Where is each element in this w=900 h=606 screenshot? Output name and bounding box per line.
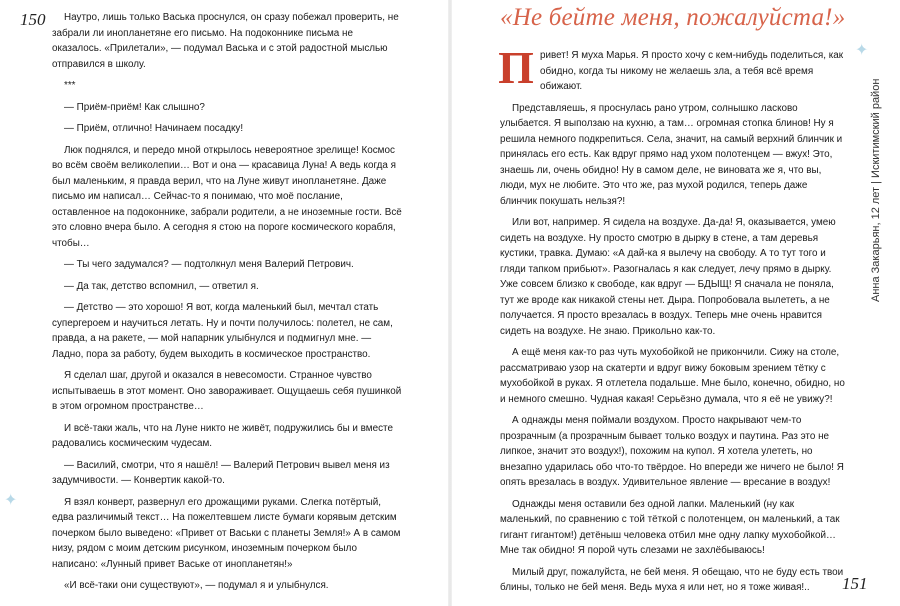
page-number-left: 150	[20, 10, 46, 29]
paragraph: — Ты чего задумался? — подтолкнул меня Валерий Петрович.	[64, 259, 354, 270]
left-text-column	[52, 10, 404, 600]
sparkle-decoration-icon: ✦	[4, 492, 18, 509]
paragraph: — Приём, отлично! Начинаем посадку!	[64, 123, 244, 134]
right-page	[450, 0, 900, 606]
paragraph: Я сделал шаг, другой и оказался в невесомости. Странное чувство испытываешь в этот момент. Оно завораживает. Ощущаешь себя пушинкой в этом огромном пространстве…	[52, 370, 402, 412]
paragraph: И всё-таки жаль, что на Луне никто не живёт, подружились бы и вместе радовались космическим чудесам.	[52, 422, 393, 449]
paragraph: — Детство — это хорошо! Я вот, когда маленький был, мечтал стать супергероем и научиться летать. Ну и почти получилось: полетел, не сам, правда, а на ракете, — мой напарник улыбнулся и подмигнул мне. — Ладно, пора за работу, будем выходить в космическое пространство.	[52, 302, 393, 360]
paragraph: — Василий, смотри, что я нашёл! — Валерий Петрович вывел меня из задумчивости. — Конвертик какой-то.	[52, 459, 390, 486]
story-title: «Не бейте меня, пожалуйста!»	[500, 4, 846, 31]
paragraph: А ещё меня как-то раз чуть мухобойкой не прикончили. Сижу на столе, рассматриваю узор на скатерти и вдруг вижу боковым зрением тётку с мухобойкой в руках. Я отлетела подальше. Мне было, конечно, обидно, но и немного смешно. Чудная какая! Серьёзно думала, что я её не увижу?!	[500, 347, 845, 405]
paragraph: Люк поднялся, и передо мной открылось невероятное зрелище! Космос во всём своём великолепии… Вот и она — красавица Луна! А ведь когда я был маленьким, я правда верил, что на Луне живут инопланетяне. Даже письмо им написал… Сейчас-то я понимаю, что моё послание, оставленное на подоконнике, забрали родители, а не иноземные гости. Всё это словно вчера было. А сегодня я стою на пороге космического корабля, чтобы…	[52, 144, 402, 249]
paragraph: — Да так, детство вспомнил, — ответил я.	[64, 280, 259, 292]
sparkle-decoration-icon: ✦	[855, 42, 869, 59]
paragraph: Однажды меня оставили без одной лапки. Маленький (ну как маленький, по сравнению с той тёткой с полотенцем, он маленький, а так гигант гигантом!) детёныш человека отбил мне одну лапку мухобойкой… Мне так обидно! Я порой чуть слезами не захлёбываюсь!	[500, 498, 840, 556]
paragraph: А однажды меня поймали воздухом. Просто накрывают чем-то прозрачным (а прозрачным бывает только воздух и паутина. Раз это не липкое, значит это воздух!), похожим на купол. Я хотела улететь, но внезапно ударилась обо что-то твёрдое. Но впереди же ничего не было! Я опять врезалась в воздух. Удивительное явление — вресание в воздух!	[500, 415, 844, 488]
right-text-column	[498, 42, 847, 602]
paragraph: Наутро, лишь только Васька проснулся, он сразу побежал проверить, не забрали ли инопланетяне его письмо. На подоконнике письма не оказалось. «Прилетали», — подумал Васька и с этой радостной мыслью отправился в школу.	[52, 12, 399, 70]
section-break: ***	[64, 80, 76, 91]
first-paragraph-text: ривет! Я муха Марья. Я просто хочу с кем-нибудь поделиться, как обидно, когда ты никому не желаешь зла, а тебя всё время обижают.	[540, 50, 844, 92]
paragraph: Я взял конверт, развернул его дрожащими руками. Слегка потёртый, едва различимый текст… На пожелтевшем листе бумаги корявым детским почерком было выведено: «Привет от Васьки с планеты Земля!» А в самом низу, рядом с моим детским рисунком, иноземным почерком было написано: «Лунный привет Ваське от инопланетян!»	[52, 496, 401, 570]
drop-cap: П	[498, 42, 534, 93]
paragraph: «И всё-таки они существуют», — подумал я и улыбнулся.	[64, 580, 329, 591]
author-credit-vertical	[850, 78, 886, 312]
paragraph	[498, 42, 847, 95]
paragraph: Или вот, например. Я сидела на воздухе. Да-да! Я, оказывается, умею сидеть на воздухе. Ну просто смотрю в дырку в стене, а там деревья кустики, травка. Думаю: «А дай-ка я вылечу на свободу. А то тут того и гляди тапком прибьют». Разогналась я как следует, лечу прямо в дырку. Уже совсем близко к свободе, как вдруг — БДЫЩ! Я сначала не поняла, тут же вроде как никакой стены нет. Дыра. Попробовала вылететь, а не получается. Я просто врезалась в воздух. Теперь мне очень нравится сидеть на воздухе. Не знаю. Прикольно как-то.	[500, 217, 836, 337]
page-number-right: 151	[842, 574, 868, 593]
paragraph: Представляешь, я проснулась рано утром, солнышко ласково улыбается. Я выползаю на кухню, а там… огромная стопка блинов! Ну я решила немного подкрепиться. Села, значит, на самый верхний блинчик и принялась его есть. Как вдруг прямо над ухом полотенцем — вжух! Это, знаешь ли, очень обидно! Ну в самом деле, не виновата же я, что вы, люди, мух не любите. Это что же, раз мухой родился, теперь даже блинчик покушать нельзя?!	[500, 102, 843, 207]
paragraph: Милый друг, пожалуйста, не бей меня. Я обещаю, что не буду есть твои блины, только не бей меня. Ведь муха я или нет, но я тоже живая!..	[500, 566, 844, 593]
author-credit: Анна Закарьян, 12 лет | Искитимский район	[870, 78, 882, 302]
paragraph: — Приём-приём! Как слышно?	[64, 101, 205, 113]
